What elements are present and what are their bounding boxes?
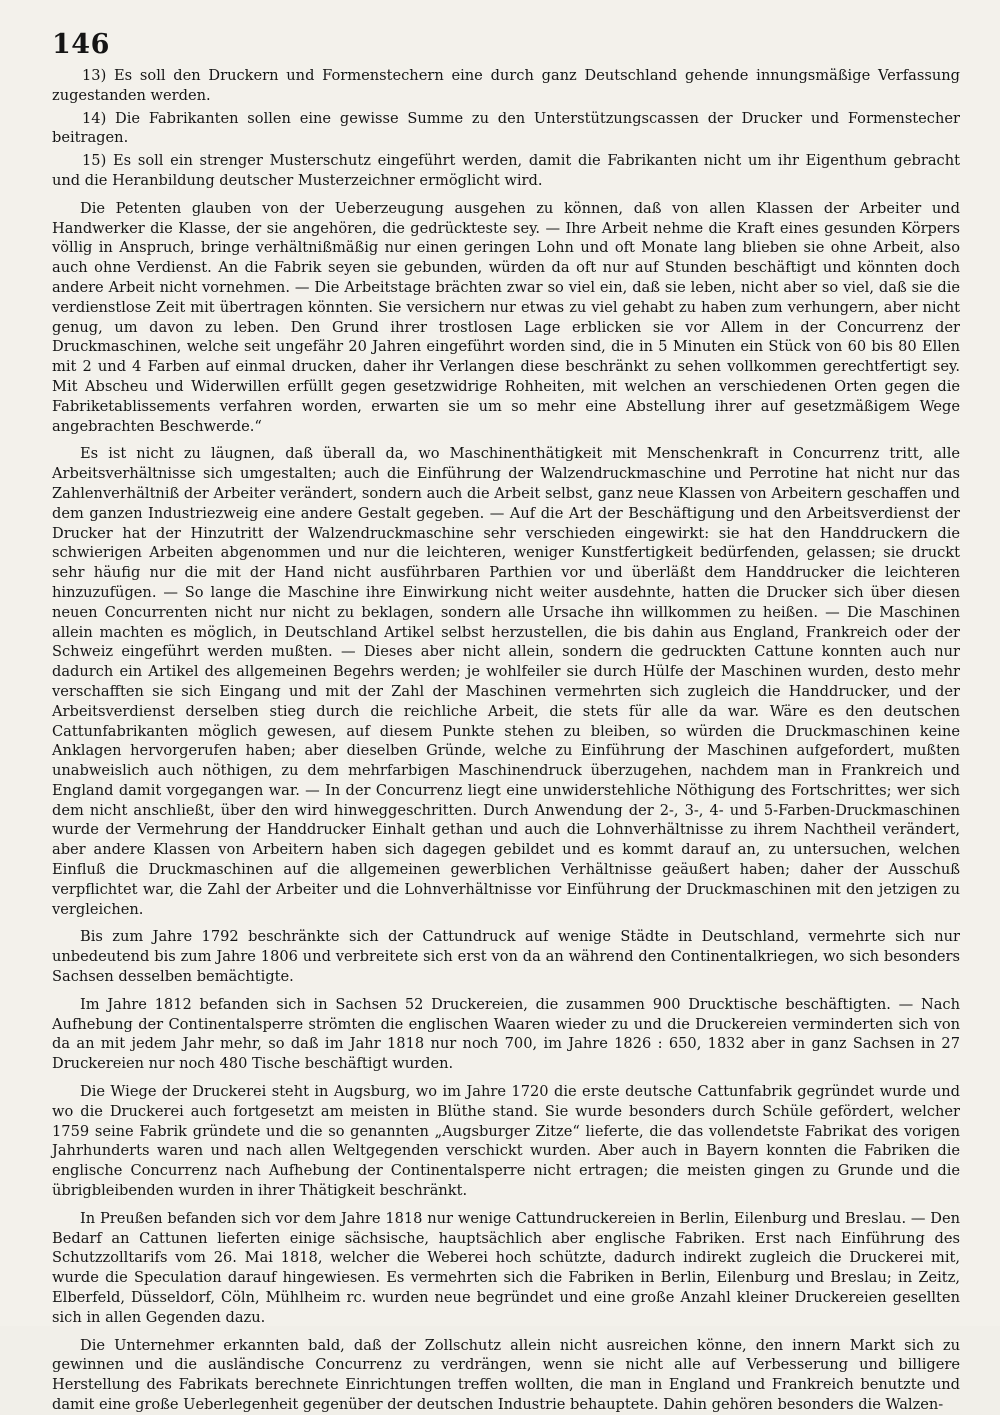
page-number: 146 <box>52 29 110 60</box>
list-item-13: 13) Es soll den Druckern und Formenstechern eine durch ganz Deutschland gehende innungsmäßige Verfassung zugestanden werden. <box>52 67 960 104</box>
paragraph-entrepreneurs: Die Unternehmer erkannten bald, daß der Zollschutz allein nicht ausreichen könne, den innern Markt sich zu gewinnen und die ausländische Concurrenz zu verdrängen, wenn sie nicht alle auf Verbesserung und billigere Herstellung des Fabrikats berechnete Einrichtungen treffen wollten, die man in England und Frankreich benutzte und damit eine große Ueberlegenheit gegenüber der deutschen Industrie behauptete. Dahin gehören besonders die Walzen- <box>52 1336 960 1413</box>
paragraph-petition: Die Petenten glauben von der Ueberzeugung ausgehen zu können, daß von allen Klassen der Arbeiter und Handwerker die Klasse, der sie angehören, die gedrückteste sey. — Ihre Arbeit nehme die Kraft eines gesunden Körpers völlig in Anspruch, bringe verhältnißmäßig nur einen geringen Lohn und oft Monate lang blieben sie ohne Arbeit, also auch ohne Verdienst. An die Fabrik seyen sie gebunden, würden da oft nur auf Stunden beschäftigt und könnten doch andere Arbeit nicht vornehmen. — Die Arbeitstage brächten zwar so viel ein, daß sie leben, nicht aber so viel, daß sie die verdienstlose Zeit mit übertragen könnten. Sie versichern nur etwas zu viel gehabt zu haben zum verhungern, aber nicht genug, um davon zu leben. Den Grund ihrer trostlosen Lage erblicken sie vor Allem in der Concurrenz der Druckmaschinen, welche seit ungefähr 20 Jahren eingeführt worden sind, die in 5 Minuten ein Stück von 60 bis 80 Ellen mit 2 und 4 Farben auf einmal drucken, daher ihr Verlangen diese beschränkt zu sehen vollkommen gerechtfertigt sey. Mit Abscheu und Widerwillen erfüllt gegen gesetzwidrige Rohheiten, mit welchen an verschiedenen Orten gegen die Fabriketablissements verfahren worden, erwarten sie um so mehr eine Abstellung ihrer auf gesetzmäßigem Wege angebrachten Beschwerde.“ <box>52 199 960 435</box>
list-item-14: 14) Die Fabrikanten sollen eine gewisse Summe zu den Unterstützungscassen der Drucker und Formenstecher beitragen. <box>52 109 960 147</box>
paragraph-prussia: In Preußen befanden sich vor dem Jahre 1818 nur wenige Cattundruckereien in Berlin, Eilenburg und Breslau. — Den Bedarf an Cattunen lieferten einige sächsische, hauptsächlich aber englische Fabriken. Erst nach Einführung des Schutzzolltarifs vom 26. Mai 1818, welcher die Weberei hoch schützte, dadurch indirekt zugleich die Druckerei mit, wurde die Speculation darauf hingewiesen. Es vermehrten sich die Fabriken in Berlin, Eilenburg und Breslau; in Zeitz, Elberfeld, Düsseldorf, Cöln, Mühlheim rc. wurden neue begründet und eine große Anzahl kleiner Druckereien gesellten sich in allen Gegenden dazu. <box>52 1209 960 1326</box>
paragraph-1812: Im Jahre 1812 befanden sich in Sachsen 52 Druckereien, die zusammen 900 Drucktische beschäftigten. — Nach Aufhebung der Continentalsperre strömten die englischen Waaren wieder zu und die Druckereien verminderten sich von da an mit jedem Jahr mehr, so daß im Jahr 1818 nur noch 700, im Jahre 1826 : 650, 1832 aber in ganz Sachsen in 27 Druckereien nur noch 480 Tische beschäftigt wurden. <box>52 995 960 1073</box>
paragraph-1792: Bis zum Jahre 1792 beschränkte sich der Cattundruck auf wenige Städte in Deutschland, vermehrte sich nur unbedeutend bis zum Jahre 1806 und verbreitete sich erst von da an während den Continentalkriegen, wo sich besonders Sachsen desselben bemächtigte. <box>52 928 960 986</box>
list-item-15: 15) Es soll ein strenger Musterschutz eingeführt werden, damit die Fabrikanten nicht um ihr Eigenthum gebracht und die Heranbildung deutscher Musterzeichner ermöglicht wird. <box>52 152 960 189</box>
paragraph-machines: Es ist nicht zu läugnen, daß überall da, wo Maschinenthätigkeit mit Menschenkraft in Concurrenz tritt, alle Arbeitsverhältnisse sich umgestalten; auch die Einführung der Walzendruckmaschine und Perrotine hat nicht nur das Zahlenverhältniß der Arbeiter verändert, sondern auch die Arbeit selbst, ganz neue Klassen von Arbeitern geschaffen und dem ganzen Industriezweig eine andere Gestalt gegeben. — Auf die Art der Beschäftigung und den Arbeitsverdienst der Drucker hat der Hinzutritt der Walzendruckmaschine sehr verschieden eingewirkt: sie hat den Handdruckern die schwierigen Arbeiten abgenommen und nur die leichteren, weniger Kunstfertigkeit bedürfenden, gelassen; sie druckt sehr häufig nur die mit der Hand nicht ausführbaren Parthien vor und überläßt dem Handdrucker die leichteren hinzuzufügen. — So lange die Maschine ihre Einwirkung nicht weiter ausdehnte, hatten die Drucker sich über diesen neuen Concurrenten nicht nur nicht zu beklagen, sondern alle Ursache ihn willkommen zu heißen. — Die Maschinen allein machten es möglich, in Deutschland Artikel selbst herzustellen, die bis dahin aus England, Frankreich oder der Schweiz eingeführt werden mußten. — Dieses aber nicht allein, sondern die gedruckten Cattune konnten auch nur dadurch ein Artikel des allgemeinen Begehrs werden; je wohlfeiler sie durch Hülfe der Maschinen wurden, desto mehr verschafften sie sich Eingang und mit der Zahl der Maschinen vermehrten sich zugleich die Handdrucker, und der Arbeitsverdienst derselben stieg durch die reichliche Arbeit, die stets für alle da war. Wäre es den deutschen Cattunfabrikanten möglich gewesen, auf diesem Punkte stehen zu bleiben, so würden die Druckmaschinen keine Anklagen hervorgerufen haben; aber dieselben Gründe, welche zu Einführung der Maschinen aufgefordert, mußten unabweislich auch nöthigen, zu dem mehrfarbigen Maschinendruck überzugehen, nachdem man in Frankreich und England damit vorgegangen war. — In der Concurrenz liegt eine unwiderstehliche Nöthigung des Fortschrittes; wer sich dem nicht anschließt, über den wird hinweggeschritten. Durch Anwendung der 2-, 3-, 4- und 5-Farben-Druckmaschinen wurde der Vermehrung der Handdrucker Einhalt gethan und auch die Lohnverhältnisse zu ihrem Nachtheil verändert, aber andere Klassen von Arbeitern haben sich dagegen gebildet und es kommt darauf an, zu untersuchen, welchen Einfluß die Druckmaschinen auf die allgemeinen gewerblichen Verhältnisse geäußert haben; daher der Ausschuß verpflichtet war, die Zahl der Arbeiter und die Lohnverhältnisse vor Einführung der Druckmaschinen mit den jetzigen zu vergleichen. <box>52 445 960 918</box>
paragraph-augsburg: Die Wiege der Druckerei steht in Augsburg, wo im Jahre 1720 die erste deutsche Cattunfabrik gegründet wurde und wo die Druckerei auch fortgesetzt am meisten in Blüthe stand. Sie wurde besonders durch Schüle gefördert, welcher 1759 seine Fabrik gründete und die so genannten „Augsburger Zitze“ lieferte, die das vollendetste Fabrikat des vorigen Jahrhunderts waren und nach allen Weltgegenden verschickt wurden. Aber auch in Bayern konnten die Fabriken die englische Concurrenz nach Aufhebung der Continentalsperre nicht ertragen; die meisten gingen zu Grunde und die übrigbleibenden wurden in ihrer Thätigkeit beschränkt. <box>52 1083 960 1200</box>
body-text <box>52 66 960 1415</box>
